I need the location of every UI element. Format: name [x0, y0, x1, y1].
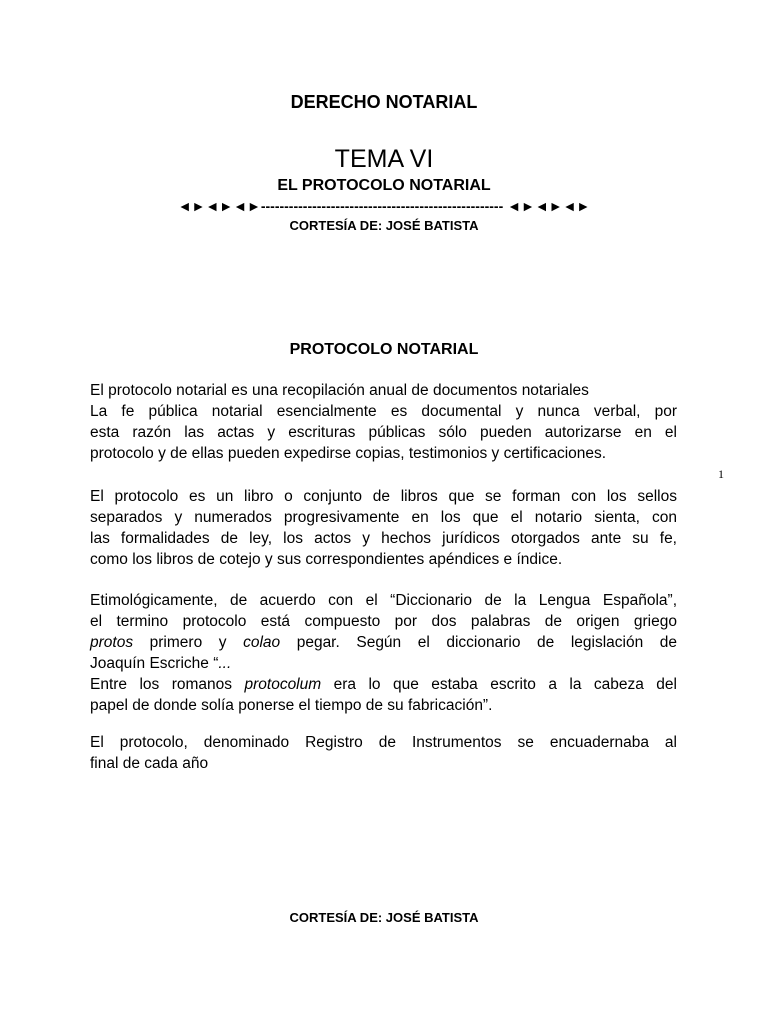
paragraph-line: final de cada año — [90, 755, 209, 772]
text-fragment: era lo que estaba escrito a la cabeza del — [321, 676, 677, 693]
credit-line-top: CORTESÍA DE: JOSÉ BATISTA — [289, 218, 479, 233]
paragraph-line: separados y numerados progresivamente en los que el notario sienta, con — [90, 509, 677, 526]
decorative-divider: ◄►◄►◄►---------------------------------------------------- ◄►◄►◄► — [177, 198, 591, 214]
italic-term-colao: colao — [243, 634, 281, 651]
section-heading: PROTOCOLO NOTARIAL — [289, 341, 479, 358]
paragraph-4 — [90, 732, 677, 774]
credit-line-bottom: CORTESÍA DE: JOSÉ BATISTA — [289, 910, 479, 925]
paragraph-line — [90, 653, 677, 674]
paragraph-1 — [90, 380, 677, 464]
topic-subtitle: EL PROTOCOLO NOTARIAL — [277, 177, 491, 194]
paragraph-line: Etimológicamente, de acuerdo con el “Diccionario de la Lengua Española”, — [90, 592, 677, 609]
paragraph-line: El protocolo notarial es una recopilación anual de documentos notariales — [90, 382, 589, 399]
italic-term-protos: protos — [90, 634, 134, 651]
paragraph-2 — [90, 486, 677, 570]
italic-term-protocolum: protocolum — [244, 676, 322, 693]
text-fragment: pegar. Según el diccionario de legislación de — [280, 634, 677, 651]
text-fragment: primero y — [133, 634, 244, 651]
paragraph-line: papel de donde solía ponerse el tiempo de su fabricación”. — [90, 697, 493, 714]
text-fragment: Entre los romanos — [90, 676, 245, 693]
paragraph-line: esta razón las actas y escrituras públicas sólo pueden autorizarse en el — [90, 424, 677, 441]
paragraph-line: protocolo y de ellas pueden expedirse copias, testimonios y certificaciones. — [90, 445, 607, 462]
paragraph-line: El protocolo es un libro o conjunto de libros que se forman con los sellos — [90, 488, 677, 505]
page-number: 1 — [718, 467, 724, 481]
paragraph-line: La fe pública notarial esencialmente es documental y nunca verbal, por — [90, 403, 677, 420]
paragraph-line — [90, 674, 677, 695]
italic-ellipsis: ... — [218, 655, 232, 672]
paragraph-line: El protocolo, denominado Registro de Instrumentos se encuadernaba al — [90, 734, 677, 751]
paragraph-line: el termino protocolo está compuesto por dos palabras de origen griego — [90, 613, 677, 630]
paragraph-3 — [90, 590, 677, 716]
topic-number: TEMA VI — [334, 145, 434, 173]
paragraph-line — [90, 632, 677, 653]
paragraph-line: como los libros de cotejo y sus correspondientes apéndices e índice. — [90, 551, 563, 568]
text-fragment: Joaquín Escriche “ — [90, 655, 219, 672]
paragraph-line: las formalidades de ley, los actos y hechos jurídicos otorgados ante su fe, — [90, 530, 677, 547]
document-title: DERECHO NOTARIAL — [290, 92, 478, 112]
